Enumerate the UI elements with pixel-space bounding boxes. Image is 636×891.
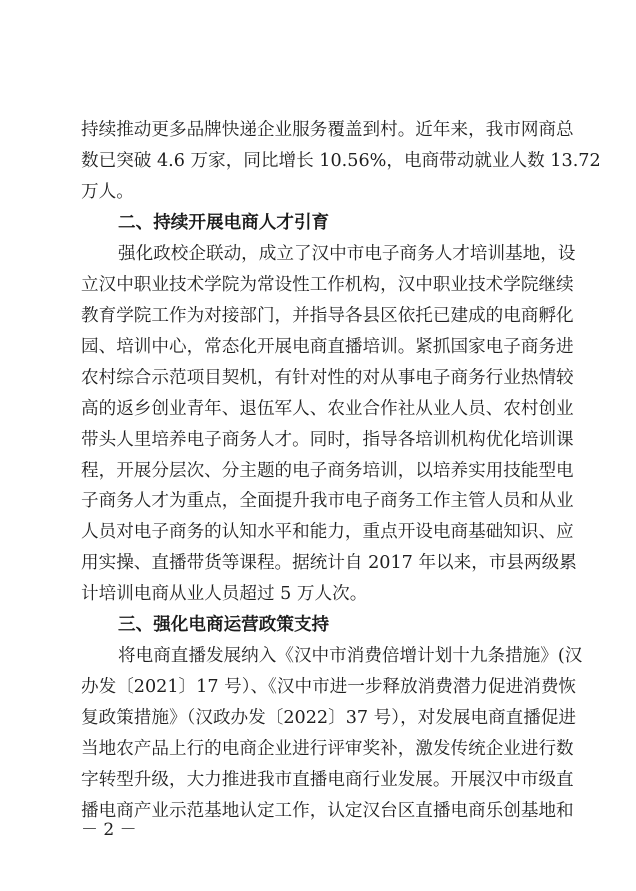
paragraph-2-line-4: 园、培训中心，常态化开展电商直播培训。紧抓国家电子商务进 bbox=[81, 336, 574, 357]
paragraph-2-line-2: 立汉中职业技术学院为常设性工作机构，汉中职业技术学院继续 bbox=[81, 274, 574, 295]
paragraph-2-line-12: 计培训电商从业人员超过 5 万人次。 bbox=[81, 584, 368, 605]
paragraph-3-line-2: 办发〔2021〕17 号）、《汉中市进一步释放消费潜力促进消费恢 bbox=[81, 677, 577, 698]
section-heading-2: 二、持续开展电商人才引育 bbox=[118, 212, 330, 233]
paragraph-2-line-9: 子商务人才为重点，全面提升我市电子商务工作主管人员和从业 bbox=[81, 491, 574, 512]
paragraph-2-line-11: 用实操、直播带货等课程。据统计自 2017 年以来，市县两级累 bbox=[81, 553, 577, 574]
paragraph-2-line-3: 教育学院工作为对接部门，并指导各县区依托已建成的电商孵化 bbox=[81, 305, 574, 326]
paragraph-2-line-5: 农村综合示范项目契机，有针对性的对从事电子商务行业热情较 bbox=[81, 367, 574, 388]
paragraph-3-line-5: 字转型升级，大力推进我市直播电商行业发展。开展汉中市级直 bbox=[81, 770, 574, 791]
paragraph-3-line-4: 当地农产品上行的电商企业进行评审奖补，激发传统企业进行数 bbox=[81, 739, 574, 760]
paragraph-3-line-6: 播电商产业示范基地认定工作，认定汉台区直播电商乐创基地和 bbox=[81, 801, 574, 821]
paragraph-2-line-6: 高的返乡创业青年、退伍军人、农业合作社从业人员、农村创业 bbox=[81, 398, 574, 419]
paragraph-3-line-1: 将电商直播发展纳入《汉中市消费倍增计划十九条措施》(汉 bbox=[118, 646, 583, 667]
paragraph-3-line-3: 复政策措施》（汉政办发〔2022〕37 号），对发展电商直播促进 bbox=[81, 708, 577, 729]
paragraph-1-line-1: 持续推动更多品牌快递企业服务覆盖到村。近年来，我市网商总 bbox=[81, 120, 574, 140]
paragraph-1-line-2: 数已突破 4.6 万家，同比增长 10.56%，电商带动就业人数 13.72 bbox=[81, 150, 601, 171]
paragraph-2-line-7: 带头人里培养电子商务人才。同时，指导各培训机构优化培训课 bbox=[81, 429, 574, 450]
paragraph-1-line-3: 万人。 bbox=[81, 181, 134, 202]
paragraph-2-line-8: 程，开展分层次、分主题的电子商务培训，以培养实用技能型电 bbox=[81, 460, 574, 481]
paragraph-2-line-10: 人员对电子商务的认知水平和能力，重点开设电商基础知识、应 bbox=[81, 522, 574, 543]
paragraph-2-line-1: 强化政校企联动，成立了汉中市电子商务人才培训基地，设 bbox=[118, 243, 576, 264]
page-number: － 2 － bbox=[81, 820, 137, 840]
section-heading-3: 三、强化电商运营政策支持 bbox=[118, 615, 330, 636]
